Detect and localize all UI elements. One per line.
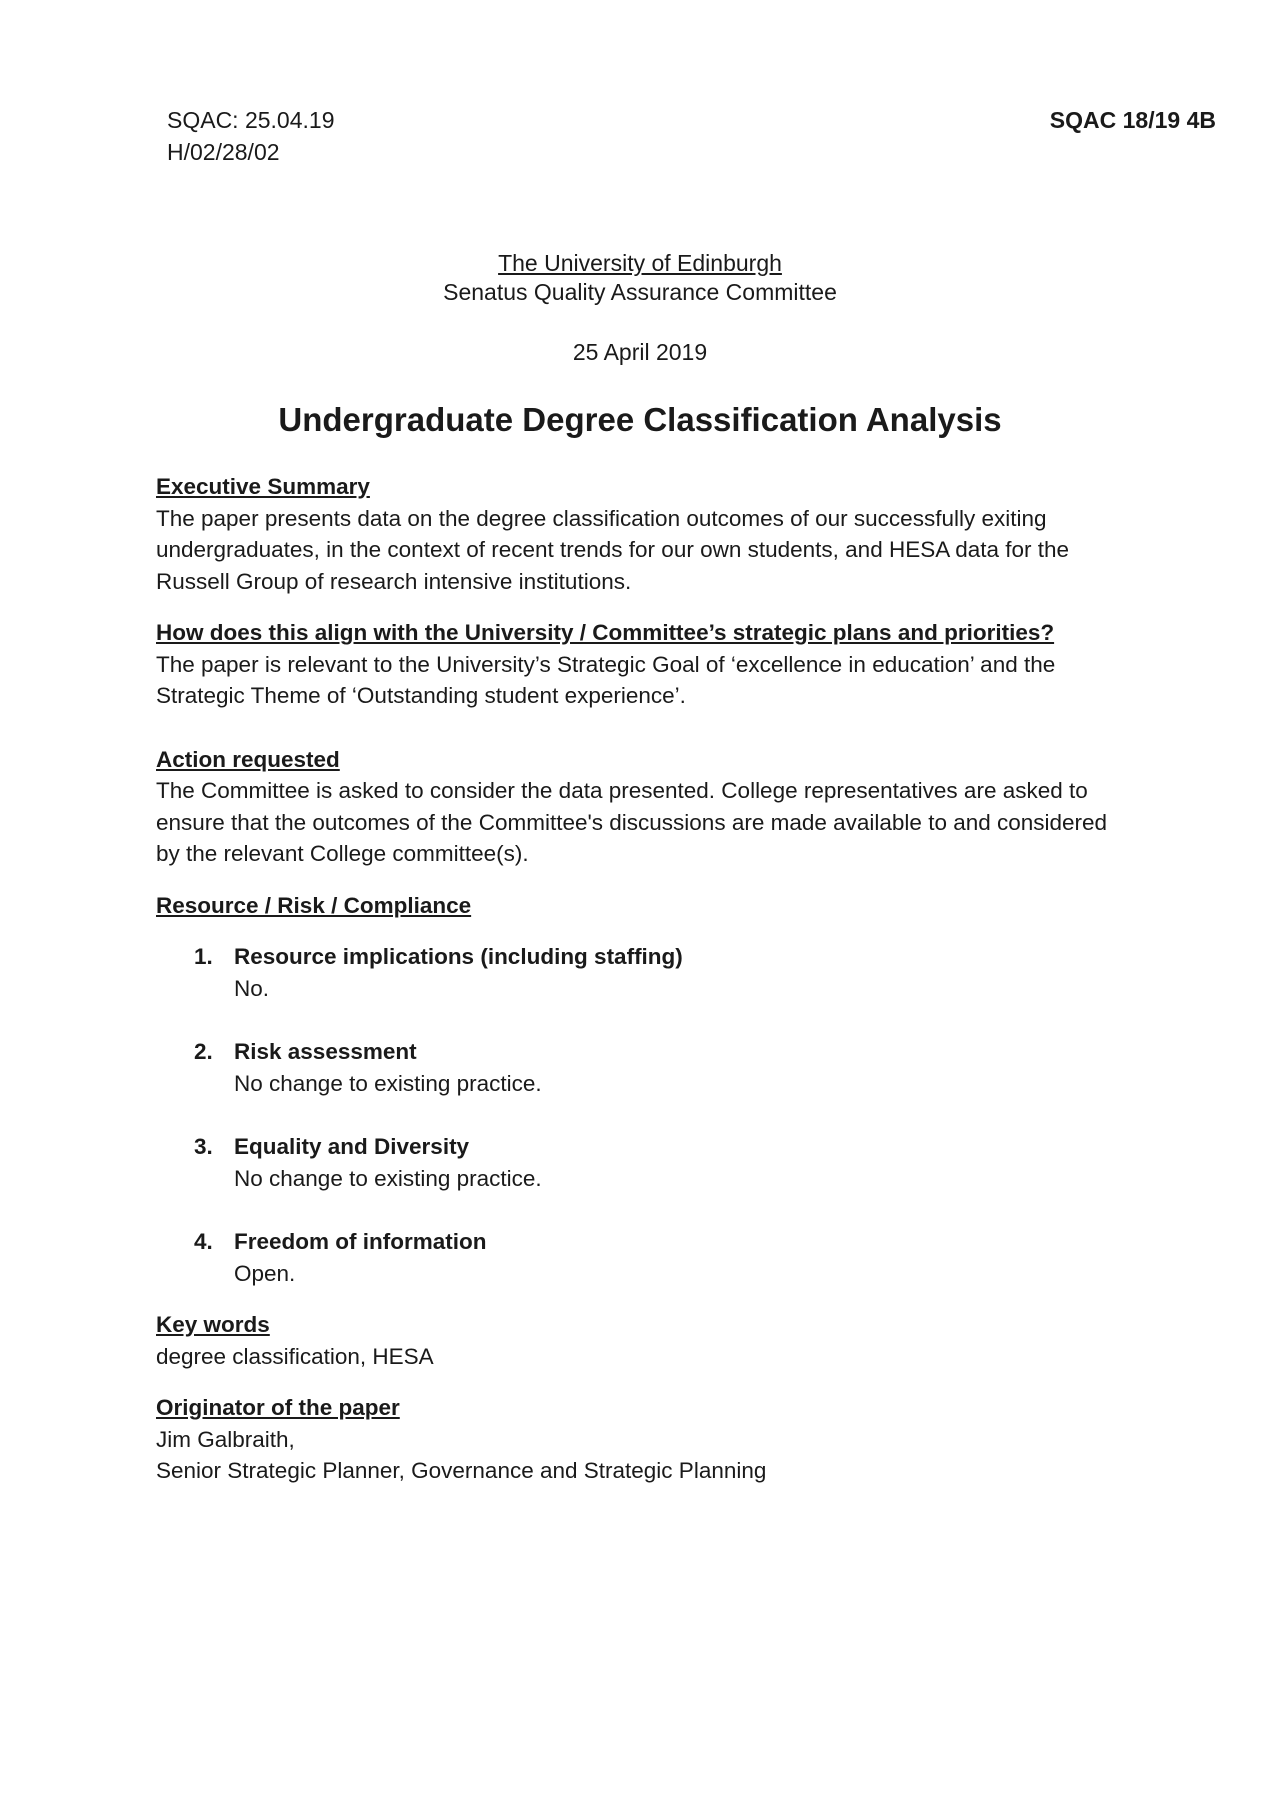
- resource-section: [156, 890, 1136, 1290]
- item-body: No.: [234, 975, 270, 1001]
- key-words-heading: Key words: [156, 1312, 270, 1337]
- reference-block: [167, 104, 335, 168]
- originator-section: [156, 1392, 1136, 1487]
- item-title: Freedom of information: [234, 1229, 487, 1254]
- list-item: [156, 1131, 1136, 1194]
- originator-name: Jim Galbraith,: [156, 1426, 295, 1452]
- action-text: The Committee is asked to consider the data presented. College representatives are asked to ensure that the outcomes of the Committee's discussions are made available to and considered by the relevant College committee(s).: [156, 778, 1108, 866]
- page-title: Undergraduate Degree Classification Analysis: [278, 401, 1002, 438]
- action-section: [156, 744, 1136, 870]
- file-reference: H/02/28/02: [167, 139, 280, 165]
- executive-summary-heading: Executive Summary: [156, 474, 370, 499]
- executive-summary-section: [156, 471, 1136, 597]
- item-body: No change to existing practice.: [234, 1070, 542, 1096]
- list-item: [156, 1226, 1136, 1289]
- item-title: Resource implications (including staffing): [234, 944, 683, 969]
- item-number: 1.: [194, 944, 213, 969]
- university-name: The University of Edinburgh: [498, 250, 782, 276]
- originator-role: Senior Strategic Planner, Governance and Strategic Planning: [156, 1458, 767, 1483]
- meeting-date: 25 April 2019: [572, 339, 708, 365]
- action-heading: Action requested: [156, 746, 340, 772]
- alignment-section: [156, 617, 1136, 712]
- originator-heading: Originator of the paper: [156, 1395, 400, 1420]
- key-words-section: [156, 1309, 1136, 1372]
- committee-name: Senatus Quality Assurance Committee: [443, 279, 837, 305]
- alignment-text: The paper is relevant to the University’s Strategic Goal of ‘excellence in education’ and the Strategic Theme of ‘Outstanding student experience’.: [156, 651, 1056, 708]
- item-title: Risk assessment: [234, 1039, 417, 1064]
- executive-summary-text: The paper presents data on the degree classification outcomes of our successfully exiting undergraduates, in the context of recent trends for our own students, and HESA data for the Russell Group of research intensive institutions.: [156, 505, 1070, 594]
- list-item: [156, 1036, 1136, 1099]
- item-number: 4.: [194, 1229, 213, 1254]
- item-number: 3.: [194, 1134, 213, 1159]
- alignment-heading: How does this align with the University / Committee’s strategic plans and priorities?: [156, 620, 1055, 645]
- meeting-reference: SQAC: 25.04.19: [167, 107, 335, 133]
- paper-code: SQAC 18/19 4B: [1049, 107, 1216, 133]
- resource-list: [156, 941, 1136, 1289]
- key-words-text: degree classification, HESA: [156, 1343, 434, 1369]
- document-body: [156, 471, 1136, 1487]
- item-number: 2.: [194, 1039, 213, 1064]
- resource-heading: Resource / Risk / Compliance: [156, 892, 472, 918]
- item-body: Open.: [234, 1260, 296, 1286]
- item-title: Equality and Diversity: [234, 1134, 470, 1159]
- list-item: [156, 941, 1136, 1004]
- item-body: No change to existing practice.: [234, 1165, 542, 1191]
